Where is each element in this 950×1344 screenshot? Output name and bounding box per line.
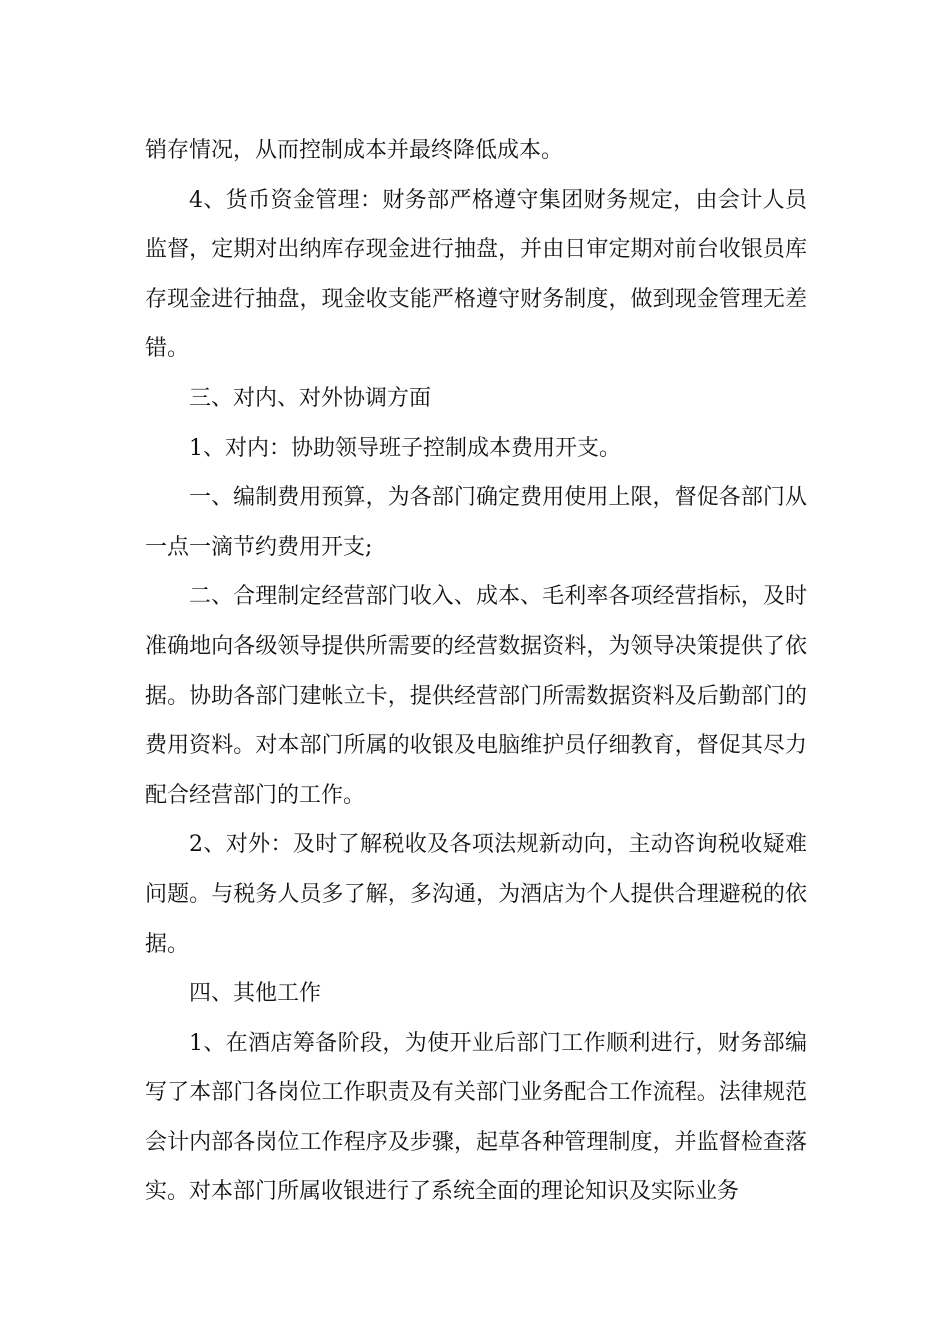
paragraph-internal: 1、对内：协助领导班子控制成本费用开支。: [189, 435, 621, 461]
section-heading-coordination: 三、对内、对外协调方面: [189, 385, 432, 411]
paragraph-preparation: 1、在酒店筹备阶段，为使开业后部门工作顺利进行，财务部编写了本部门各岗位工作职责及有关部门业务配合工作流程。法律规范会计内部各岗位工作程序及步骤，起草各种管理制度，并监督检查落实。对本部门所属收银进行了系统全面的理论知识及实际业务: [145, 1030, 807, 1205]
paragraph-continuation: 销存情况，从而控制成本并最终降低成本。: [145, 138, 564, 163]
document-body: [145, 126, 807, 1217]
section-heading-other-work: 四、其他工作: [189, 981, 322, 1007]
paragraph-budget: 一、编制费用预算，为各部门确定费用使用上限，督促各部门从一点一滴节约费用开支;: [145, 485, 807, 560]
paragraph-cash-management: 4、货币资金管理：财务部严格遵守集团财务规定，由会计人员监督，定期对出纳库存现金进行抽盘，并由日审定期对前台收银员库存现金进行抽盘，现金收支能严格遵守财务制度，做到现金管理无差错。: [145, 187, 807, 362]
paragraph-external: 2、对外：及时了解税收及各项法规新动向，主动咨询税收疑难问题。与税务人员多了解，多沟通，为酒店为个人提供合理避税的依据。: [145, 832, 807, 957]
paragraph-indicators: 二、合理制定经营部门收入、成本、毛利率各项经营指标，及时准确地向各级领导提供所需要的经营数据资料，为领导决策提供了依据。协助各部门建帐立卡，提供经营部门所需数据资料及后勤部门的费用资料。对本部门所属的收银及电脑维护员仔细教育，督促其尽力配合经营部门的工作。: [145, 584, 807, 808]
